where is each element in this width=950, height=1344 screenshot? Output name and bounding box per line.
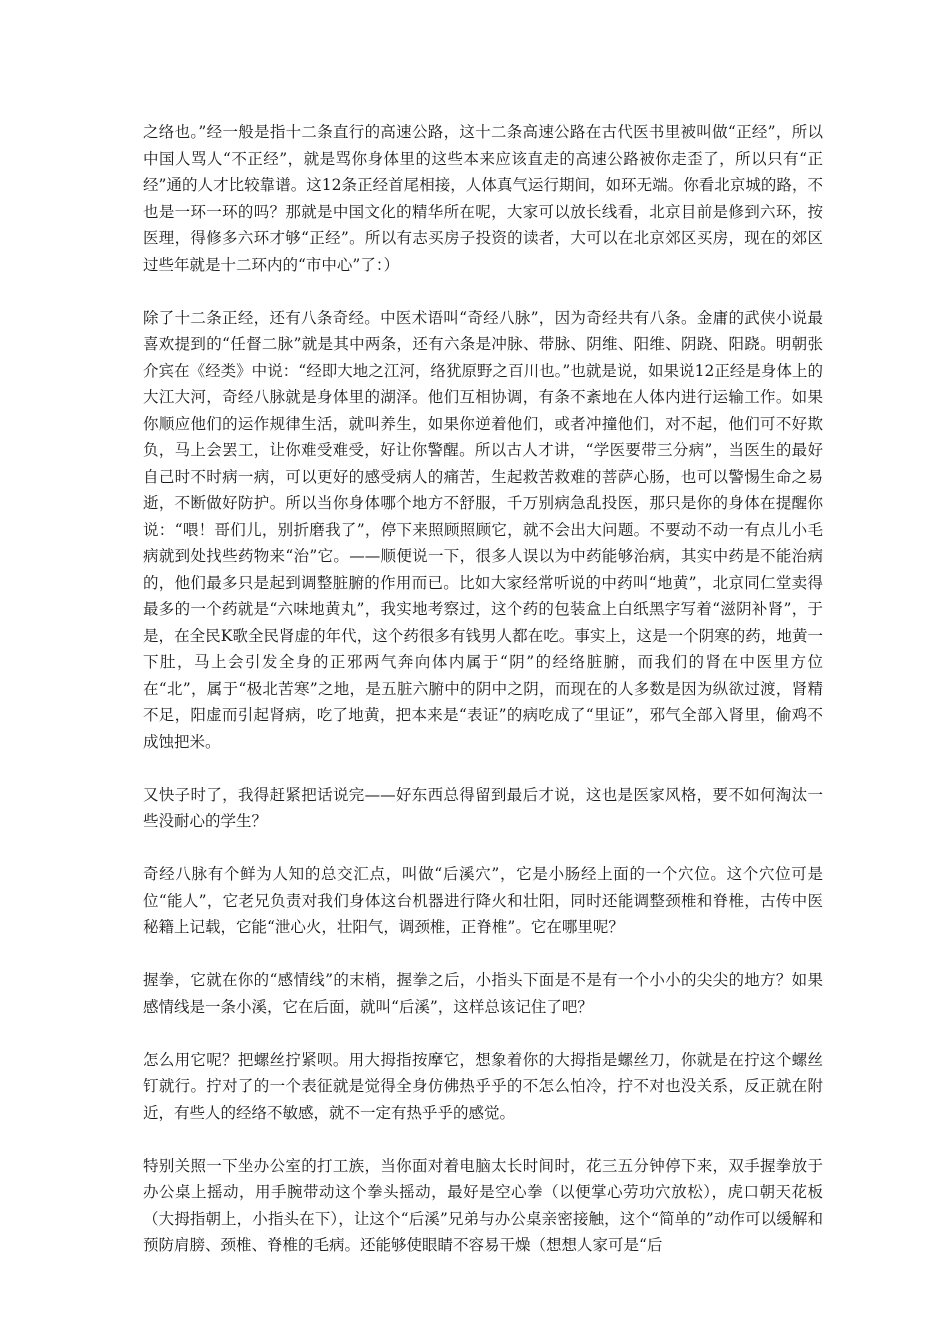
document-body xyxy=(143,119,823,1259)
paragraph-qi-jing-ba-mai: 除了十二条正经，还有八条奇经。中医术语叫“奇经八脉”，因为奇经共有八条。金庸的武侠小说最喜欢提到的“任督二脉”就是其中两条，还有六条是冲脉、带脉、阴维、阳维、阴跷、阳跷。明朝张介宾在《经类》中说：“经即大地之江河，络犹原野之百川也。”也就是说，如果说12正经是身体上的大江大河，奇经八脉就是身体里的湖泽。他们互相协调，有条不紊地在人体内进行运输工作。如果你顺应他们的运作规律生活，就叫养生，如果你逆着他们，或者冲撞他们，对不起，他们可不好欺负，马上会罢工，让你难受难受，好让你警醒。所以古人才讲，“学医要带三分病”，当医生的最好自己时不时病一病，可以更好的感受病人的痛苦，生起救苦救难的菩萨心肠，也可以警惕生命之易逝，不断做好防护。所以当你身体哪个地方不舒服，千万别病急乱投医，那只是你的身体在提醒你说：“喂！哥们儿，别折磨我了”，停下来照顾照顾它，就不会出大问题。不要动不动一有点儿小毛病就到处找些药物来“治”它。——顺便说一下，很多人误以为中药能够治病，其实中药是不能治病的，他们最多只是起到调整脏腑的作用而已。比如大家经常听说的中药叫“地黄”，北京同仁堂卖得最多的一个药就是“六味地黄丸”，我实地考察过，这个药的包装盒上白纸黑字写着“滋阴补肾”，于是，在全民K歌全民肾虚的年代，这个药很多有钱男人都在吃。事实上，这是一个阴寒的药，地黄一下肚，马上会引发全身的正邪两气奔向体内属于“阴”的经络脏腑，而我们的肾在中医里方位在“北”，属于“极北苦寒”之地，是五脏六腑中的阴中之阴，而现在的人多数是因为纵欲过渡，肾精不足，阳虚而引起肾病，吃了地黄，把本来是“表证”的病吃成了“里证”，邪气全部入肾里，偷鸡不成蚀把米。 xyxy=(143,308,823,751)
paragraph-zi-shi: 又快子时了，我得赶紧把话说完——好东西总得留到最后才说，这也是医家风格，要不如何淘汰一些没耐心的学生？ xyxy=(143,785,823,830)
paragraph-office-workers: 特别关照一下坐办公室的打工族，当你面对着电脑太长时间时，花三五分钟停下来，双手握拳放于办公桌上摇动，用手腕带动这个拳头摇动，最好是空心拳（以便掌心劳功穴放松），虎口朝天花板（大拇指朝上，小指头在下），让这个“后溪”兄弟与办公桌亲密接触，这个“简单的”动作可以缓解和预防肩膀、颈椎、脊椎的毛病。还能够使眼睛不容易干燥（想想人家可是“后 xyxy=(143,1156,823,1254)
paragraph-zheng-jing: 之络也。”经一般是指十二条直行的高速公路，这十二条高速公路在古代医书里被叫做“正经”，所以中国人骂人“不正经”，就是骂你身体里的这些本来应该直走的高速公路被你走歪了，所以只有“正经”通的人才比较靠谱。这12条正经首尾相接，人体真气运行期间，如环无端。你看北京城的路，不也是一环一环的吗？那就是中国文化的精华所在呢，大家可以放长线看，北京目前是修到六环，按医理，得修多六环才够“正经”。所以有志买房子投资的读者，大可以在北京郊区买房，现在的郊区过些年就是十二环内的“市中心”了：） xyxy=(143,123,823,274)
paragraph-location: 握拳，它就在你的“感情线”的末梢，握拳之后，小指头下面是不是有一个小小的尖尖的地方？如果感情线是一条小溪，它在后面，就叫“后溪”，这样总该记住了吧？ xyxy=(143,971,823,1016)
paragraph-usage: 怎么用它呢？把螺丝拧紧呗。用大拇指按摩它，想象着你的大拇指是螺丝刀，你就是在拧这个螺丝钉就行。拧对了的一个表征就是觉得全身仿佛热乎乎的不怎么怕冷，拧不对也没关系，反正就在附近，有些人的经络不敏感，就不一定有热乎乎的感觉。 xyxy=(143,1050,823,1122)
paragraph-hou-xi-xue: 奇经八脉有个鲜为人知的总交汇点，叫做“后溪穴”，它是小肠经上面的一个穴位。这个穴位可是位“能人”，它老兄负责对我们身体这台机器进行降火和壮阳，同时还能调整颈椎和脊椎，古传中医秘籍上记载，它能“泄心火，壮阳气，调颈椎，正脊椎”。它在哪里呢？ xyxy=(143,865,823,936)
